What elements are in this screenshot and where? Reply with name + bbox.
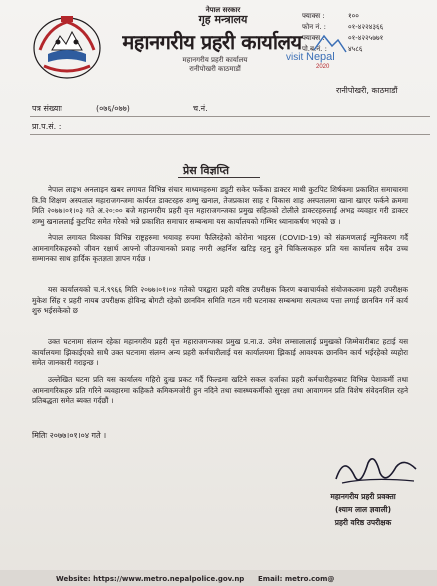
government-name: नेपाल सरकार xyxy=(205,6,241,14)
heading-underline xyxy=(178,177,260,178)
paragraph: नेपाल लगायत विश्वका विभिन्न राष्ट्रहरुमा भयावह रुपमा फैलिरहेको कोरोना भाइरस (COVID-19) को संक्रमणलाई न्यूनिकरण गर्दै आमनागरिकहरुको जीवन रक्षार्थ आफ्नो जीउज्यानको प्रवाह नगरी अहर्निश खटिइ रहनु हुने चिकित्सकहरु प्रति यस कार्यालय सदैव उच्च सम्मानका साथ हार्दिक कृतज्ञता ज्ञापन गर्दछ । xyxy=(32,233,408,264)
footer-email: Email: metro.com@ xyxy=(258,575,335,583)
signatory-title: महानगरीय प्रहरी प्रवक्ता xyxy=(330,492,396,501)
svg-text:2020: 2020 xyxy=(316,64,330,70)
svg-text:visit: visit xyxy=(286,52,304,63)
paragraph: यस कार्यालयको च.नं.९९६६ मिति २०७७।०१।०४ गतेको पत्रद्वारा प्रहरी वरिष्ठ उपरीक्षक किरण बज्राचार्यको संयोजकत्वमा प्रहरी उपरीक्षक मुकेश सिंह र प्रहरी नायब उपरीक्षक होविन्द्र बोगटी रहेको छानविन समिति गठन गरी घटनाका सम्बन्धमा सत्यतथ्य पत्ता लगाई छानविन गर्ने कार्य शुरु भईसकेको छ xyxy=(32,285,408,316)
divider-line xyxy=(30,116,430,117)
ministry-name: गृह मन्त्रालय xyxy=(198,13,248,26)
stamp-place: रानीपोखरी काठमाडौं xyxy=(189,65,241,73)
issue-date: मितिः २०७७।०१।०४ गते । xyxy=(32,431,107,440)
svg-text:Nepal: Nepal xyxy=(306,51,335,63)
stamp-office: महानगरीय प्रहरी कार्यालय xyxy=(182,56,248,64)
signature-image xyxy=(330,449,422,491)
contact-row: फ्याक्स : १०० xyxy=(302,12,359,20)
signatory-rank: प्रहरी वरिष्ठ उपरीक्षक xyxy=(334,518,392,527)
footer-website: Website: https://www.metro.nepalpolice.gov.np xyxy=(56,575,245,583)
visit-nepal-logo-icon xyxy=(286,30,350,70)
paragraph: उक्त घटनामा संलग्न रहेका महानगरीय प्रहरी वृत्त महाराजगन्जका प्रमुख प्र.ना.उ. उमेश लम्सालालाई प्रमुखको जिम्मेवारीबाट हटाई यस कार्यालयमा झिकाईएको साथै उक्त घटनामा संलग्न अन्य प्रहरी कर्मचारीलाई यस कार्यालयमा झिकाई आवश्यक छानविन कार्य भईरहेको व्यहोरा समेत जानकारी गराइन्छ । xyxy=(32,337,408,368)
paragraph: उल्लेखित घटना प्रति यस कार्यालय गहिरो दुःख प्रकट गर्दै फिल्डमा खटिने सकल दर्जाका प्रहरी कर्मचारीहरुबाट विभिन्न पेशाकर्मी तथा आमनागरिकहरु प्रति गरिने व्यवहारमा कहिकतै कमिकमजोरी हुन नदिने तथा स्वास्थ्यकर्मीको सुरक्षा तथा आवागमन प्रति विशेष संवेदनशिल रहने प्रतिबद्धता समेत ब्यक्त गर्दछौं । xyxy=(32,375,408,406)
divider-line xyxy=(30,134,430,135)
office-location: रानीपोखरी, काठमाडौं xyxy=(336,86,398,95)
office-stamp-text xyxy=(150,56,280,74)
paragraph: नेपाल लाइभ अनलाइन खबर लगायत विभिन्न संचार माध्यमहरुमा ड्युटी सकेर फर्केका डाक्टर माथी कुटपिट शिर्षकमा प्रकाशित समाचारमा त्रि.वि शिक्षण अस्पताल महाराजगन्जमा कार्यरत डाक्टरहरु शम्भु खनाल, तेजप्रकाश साह र विकास शाह अस्पतालमा खाना खाएर फर्कने क्रममा मिति २०७७।०१।०३ गते अ.२०:०० बजे महानगरीय प्रहरी वृत्त महाराजगन्जका प्रमुख सहितको टोलीले डाक्टरहरुलाई अभद्र व्यवहार गरी डाक्टर शम्भु खनाललाई कुटपिट समेत गरेको भन्ने प्रकाशित समाचार सम्बन्धमा यस कार्यालयको गम्भिर ध्यानाकर्षण भएको छ । xyxy=(32,185,408,227)
office-title: महानगरीय प्रहरी कार्यालय xyxy=(122,30,302,54)
contact-row: पो.ब.नं. : ४५८६ xyxy=(302,45,363,53)
subject-label: प्रा.प.सं. : xyxy=(32,122,62,131)
contact-row: फोन नं. : ०१-४२२४३६६ xyxy=(302,23,384,31)
ministry-header xyxy=(148,6,298,26)
letter-number-label: पत्र संख्याः xyxy=(32,104,62,113)
letter-number-value: (०७६/०७७) xyxy=(96,104,130,113)
dispatch-label: च.नं. xyxy=(193,104,208,113)
contact-row: फ्याक्स : ०१-४२२५७७१ xyxy=(302,34,384,42)
signature-block xyxy=(298,490,428,529)
signatory-name: (श्याम लाल ज्ञवाली) xyxy=(334,505,392,514)
government-emblem-icon xyxy=(28,10,106,82)
press-release-heading: प्रेस विज्ञप्ति xyxy=(183,164,230,177)
